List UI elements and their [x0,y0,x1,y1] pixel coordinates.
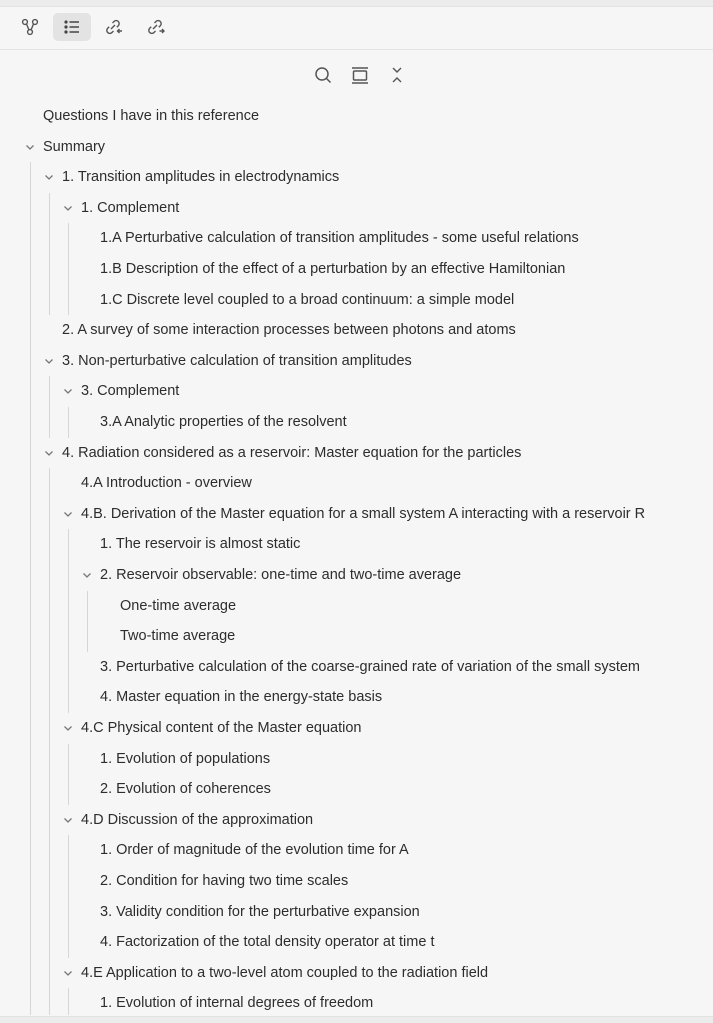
outline-item[interactable] [0,407,713,437]
outline-item-label: 3. Complement [81,383,180,400]
window-top-border [0,0,713,7]
outline-item-label: 2. Evolution of coherences [100,781,271,798]
outline-item-label: Two-time average [120,628,236,645]
outline-item-label: 3. Validity condition for the perturbative expansion [100,903,420,920]
outline-item-label: 4.B. Derivation of the Master equation for a small system A interacting with a reservoir R [81,505,646,522]
outline-item[interactable] [0,285,713,315]
indent-guide [49,193,50,315]
graph-view-button[interactable] [11,13,49,41]
indent-guide [68,744,69,805]
backlinks-icon [103,17,125,37]
indent-guide [30,162,31,1015]
outline-item-label: 2. Condition for having two time scales [100,873,349,889]
outline-item-label: 1. Transition amplitudes in electrodynamics [62,169,340,186]
outline-item[interactable] [0,988,713,1018]
outline-item-label: 4.D Discussion of the approximation [81,811,314,828]
collapse-all-button[interactable] [383,60,411,90]
search-button[interactable] [309,60,337,90]
indent-guide [49,376,50,437]
outline-item[interactable] [0,193,713,223]
indent-guide [49,468,50,1015]
outline-item[interactable] [0,835,713,865]
outline-item-label: 4. Factorization of the total density operator at time t [100,934,435,951]
chevron-down-icon[interactable] [62,508,74,520]
outline-item[interactable] [0,652,713,682]
outline-item-label: 3. Perturbative calculation of the coarse-grained rate of variation of the small system [100,658,640,675]
outline-item[interactable] [0,866,713,896]
outline-item[interactable] [0,468,713,498]
collapse-all-icon [389,65,405,85]
indent-guide [68,835,69,957]
outline-item-label: 1. Evolution of populations [100,750,271,767]
chevron-down-icon[interactable] [62,722,74,734]
outgoing-links-icon [145,17,167,37]
outline-item-label: One-time average [120,597,237,614]
outline-item[interactable] [0,346,713,376]
outline-item-label: 3. Non-perturbative calculation of transition amplitudes [62,352,412,369]
outline-item-label: 4. Master equation in the energy-state basis [100,689,383,706]
outline-item[interactable] [0,132,713,162]
outline-item[interactable] [0,254,713,284]
outline-item-label: 3.A Analytic properties of the resolvent [100,414,347,430]
outline-view-button[interactable] [53,13,91,41]
outline-item[interactable] [0,529,713,559]
outline-item[interactable] [0,376,713,406]
outline-item-label: 4.A Introduction - overview [81,475,252,492]
outline-item[interactable] [0,621,713,651]
indent-guide [68,529,69,713]
outline-item[interactable] [0,744,713,774]
outline-item-label: 2. Reservoir observable: one-time and two-time average [100,567,462,583]
outline-item-label: 1. The reservoir is almost static [100,536,301,553]
outline-item-label: 4.C Physical content of the Master equation [81,720,362,736]
graph-icon [20,17,40,37]
outgoing-links-button[interactable] [137,13,175,41]
outline-item[interactable] [0,774,713,804]
outline-item[interactable] [0,927,713,957]
indent-guide [68,407,69,438]
outline-item[interactable] [0,101,713,131]
indent-guide [87,591,88,652]
outline-item-label: 1. Order of magnitude of the evolution time for A [100,842,409,859]
expand-panel-button[interactable] [346,60,374,90]
outline-item[interactable] [0,560,713,590]
outline-item[interactable] [0,315,713,345]
outline-item[interactable] [0,805,713,835]
chevron-down-icon[interactable] [24,141,36,153]
outline-item-label: 1. Complement [81,199,180,216]
outline-item[interactable] [0,438,713,468]
chevron-down-icon[interactable] [62,385,74,397]
expand-panel-icon [350,65,370,85]
outline-item[interactable] [0,591,713,621]
chevron-down-icon[interactable] [43,355,55,367]
outline-item-label: 1.C Discrete level coupled to a broad continuum: a simple model [100,291,515,308]
outline-item[interactable] [0,958,713,988]
outline-item-label: 2. A survey of some interaction processes between photons and atoms [62,322,516,339]
outline-item[interactable] [0,713,713,743]
chevron-down-icon[interactable] [62,202,74,214]
chevron-down-icon[interactable] [43,171,55,183]
sidebar-toolbar [0,7,713,50]
outline-item-label: 4.E Application to a two-level atom coupled to the radiation field [81,964,489,981]
outline-item-label: Summary [43,138,106,155]
chevron-down-icon[interactable] [62,967,74,979]
chevron-down-icon[interactable] [43,447,55,459]
outline-item-label: 4. Radiation considered as a reservoir: Master equation for the particles [62,444,522,461]
outline-item[interactable] [0,897,713,927]
outline-item-label: 1. Evolution of internal degrees of freedom [100,995,374,1012]
backlinks-button[interactable] [95,13,133,41]
outline-item-label: Questions I have in this reference [43,108,260,124]
outline-item[interactable] [0,499,713,529]
chevron-down-icon[interactable] [62,814,74,826]
outline-item[interactable] [0,682,713,712]
outline-subtoolbar [0,60,713,90]
indent-guide [68,223,69,315]
outline-item[interactable] [0,162,713,192]
chevron-down-icon[interactable] [81,569,93,581]
indent-guide [68,988,69,1015]
outline-item-label: 1.B Description of the effect of a perturbation by an effective Hamiltonian [100,261,566,277]
outline-item[interactable] [0,223,713,253]
search-icon [313,65,333,85]
list-icon [62,17,82,37]
window-bottom-border [0,1016,713,1023]
outline-item-label: 1.A Perturbative calculation of transition amplitudes - some useful relations [100,230,579,247]
